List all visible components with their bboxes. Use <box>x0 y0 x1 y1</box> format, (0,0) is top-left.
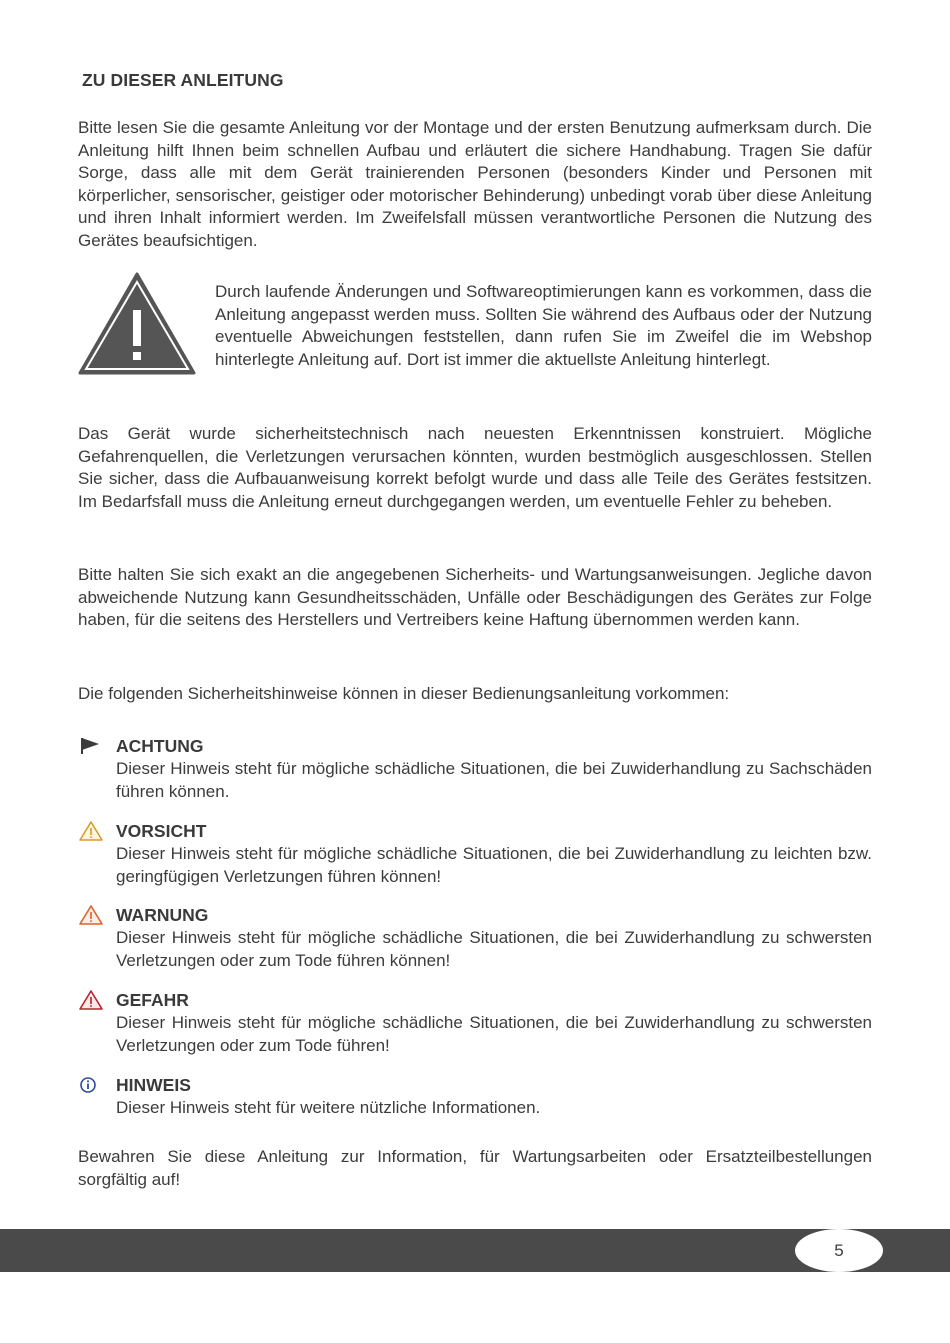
notice-text: Dieser Hinweis steht für weitere nützliche Informationen. <box>116 1098 541 1117</box>
pennant-flag-icon <box>78 735 104 757</box>
notices-intro-block <box>78 683 872 706</box>
warning-box <box>78 272 872 392</box>
notice-text: Dieser Hinweis steht für mögliche schädliche Situationen, die bei Zuwiderhandlung zu schwersten Verletzungen oder zum Tode führen können! <box>116 928 872 970</box>
notice-title: WARNUNG <box>116 905 209 925</box>
section-heading: ZU DIESER ANLEITUNG <box>82 70 284 90</box>
safety-paragraph-block <box>78 423 872 513</box>
notices-intro-paragraph: Die folgenden Sicherheitshinweise können in dieser Bedienungsanleitung vorkommen: <box>78 684 730 703</box>
caution-triangle-icon <box>78 820 104 842</box>
warning-triangle-icon <box>78 272 196 376</box>
danger-triangle-icon <box>78 989 104 1011</box>
intro-paragraph: Bitte lesen Sie die gesamte Anleitung vor der Montage und der ersten Benutzung aufmerksam durch. Die Anleitung hilft Ihnen beim schnellen Aufbau und erläutert die sichere Handhabung. Tragen Sie dafür Sorge, dass alle mit dem Gerät trainierenden Personen (besonders Kinder und Personen mit körperlicher, sensorischer, geistiger oder motorischer Behinderung) unbedingt vorab über diese Anleitung und ihren Inhalt informiert werden. Im Zweifelsfall müssen verantwortliche Personen die Nutzung des Gerätes beaufsichtigen. <box>78 118 872 250</box>
instructions-paragraph-block <box>78 564 872 632</box>
warning-box-text: Durch laufende Änderungen und Softwareoptimierungen kann es vorkommen, dass die Anleitung angepasst werden muss. Sollten Sie während des Aufbaus oder der Nutzung eventuelle Abweichungen feststellen, dann rufen Sie im Zweifel die im Webshop hinterlegte Anleitung auf. Dort ist immer die aktuellste Anleitung hinterlegt. <box>215 282 872 369</box>
keep-paragraph-block <box>78 1146 872 1191</box>
page-number: 5 <box>795 1229 883 1272</box>
notice-title: GEFAHR <box>116 990 189 1010</box>
safety-paragraph: Das Gerät wurde sicherheitstechnisch nach neuesten Erkenntnissen konstruiert. Mögliche Gefahrenquellen, die Verletzungen verursachen könnten, wurden bestmöglich ausgeschlossen. Stellen Sie sicher, dass die Aufbauanweisung korrekt befolgt wurde und dass alle Teile des Gerätes festsitzen. Im Bedarfsfall muss die Anleitung erneut durchgegangen werden, um eventuelle Fehler zu beheben. <box>78 424 872 511</box>
notice-title: ACHTUNG <box>116 736 204 756</box>
notice-title: VORSICHT <box>116 821 207 841</box>
instructions-paragraph: Bitte halten Sie sich exakt an die angegebenen Sicherheits- und Wartungsanweisungen. Jegliche davon abweichende Nutzung kann Gesundheitsschäden, Unfälle oder Beschädigungen des Gerätes zur Folge haben, für die seitens des Herstellers und Vertreibers keine Haftung übernommen werden kann. <box>78 565 872 630</box>
info-circle-icon <box>78 1074 104 1096</box>
notice-text: Dieser Hinweis steht für mögliche schädliche Situationen, die bei Zuwiderhandlung zu schwersten Verletzungen oder zum Tode führen! <box>116 1013 872 1055</box>
notice-text: Dieser Hinweis steht für mögliche schädliche Situationen, die bei Zuwiderhandlung zu leichten bzw. geringfügigen Verletzungen führen können! <box>116 844 872 886</box>
intro-paragraph-block <box>78 117 872 253</box>
notice-text: Dieser Hinweis steht für mögliche schädliche Situationen, die bei Zuwiderhandlung zu Sachschäden führen können. <box>116 759 872 801</box>
keep-paragraph: Bewahren Sie diese Anleitung zur Information, für Wartungsarbeiten oder Ersatzteilbestellungen sorgfältig auf! <box>78 1147 872 1189</box>
warning-triangle-icon <box>78 904 104 926</box>
notice-title: HINWEIS <box>116 1075 191 1095</box>
